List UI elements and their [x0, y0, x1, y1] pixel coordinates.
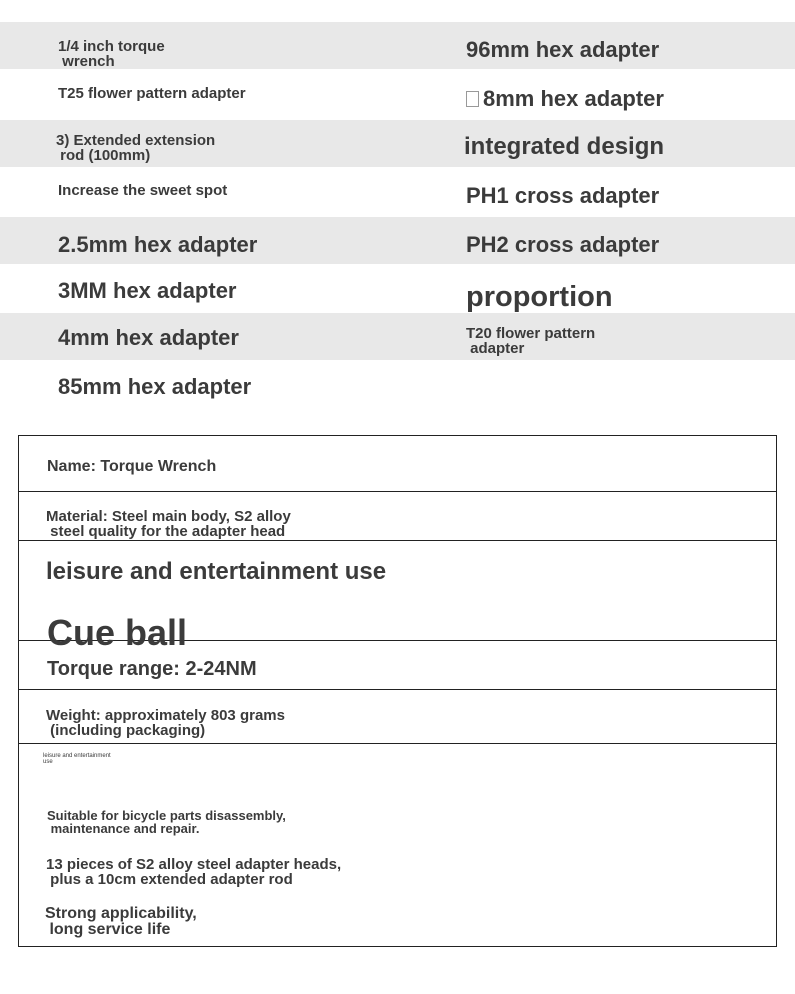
adapter-item: PH1 cross adapter — [466, 183, 660, 208]
adapter-item: 4mm hex adapter — [58, 325, 239, 350]
adapter-item: PH2 cross adapter — [466, 232, 660, 257]
spec-weight: Weight: approximately 803 grams (including packaging) — [46, 707, 285, 739]
spec-cue-ball: Cue ball — [47, 612, 188, 653]
spec-applicability: Strong applicability, long service life — [45, 905, 197, 938]
table-divider — [19, 540, 776, 541]
adapter-item: 3) Extended extension rod (100mm) — [56, 132, 216, 164]
adapter-item: 1/4 inch torque wrench — [58, 38, 165, 70]
adapter-item: T20 flower pattern adapter — [466, 325, 596, 357]
adapter-item: T25 flower pattern adapter — [58, 85, 246, 102]
spec-table — [18, 435, 777, 947]
spec-name: Name: Torque Wrench — [47, 458, 217, 475]
adapter-item: proportion — [466, 281, 613, 313]
table-divider — [19, 689, 776, 690]
spec-material: Material: Steel main body, S2 alloy steel quality for the adapter head — [46, 508, 291, 540]
spec-suitable: Suitable for bicycle parts disassembly, maintenance and repair. — [47, 808, 286, 836]
adapter-item: Increase the sweet spot — [58, 182, 228, 199]
spec-torque: Torque range: 2-24NM — [47, 658, 257, 680]
adapter-item: 2.5mm hex adapter — [58, 232, 258, 257]
adapter-item: 96mm hex adapter — [466, 37, 660, 62]
table-divider — [19, 491, 776, 492]
spec-pieces: 13 pieces of S2 alloy steel adapter heads, plus a 10cm extended adapter rod — [46, 856, 342, 888]
adapter-item: integrated design — [464, 133, 665, 160]
spec-use-small: leisure and entertainment use — [43, 753, 111, 765]
adapter-item-label: 8mm hex adapter — [483, 86, 664, 111]
adapter-item — [466, 88, 664, 110]
adapter-item: 85mm hex adapter — [58, 374, 252, 399]
spec-use: leisure and entertainment use — [46, 558, 387, 585]
placeholder-box-icon — [466, 91, 479, 107]
adapter-item: 3MM hex adapter — [58, 278, 237, 303]
table-divider — [19, 743, 776, 744]
